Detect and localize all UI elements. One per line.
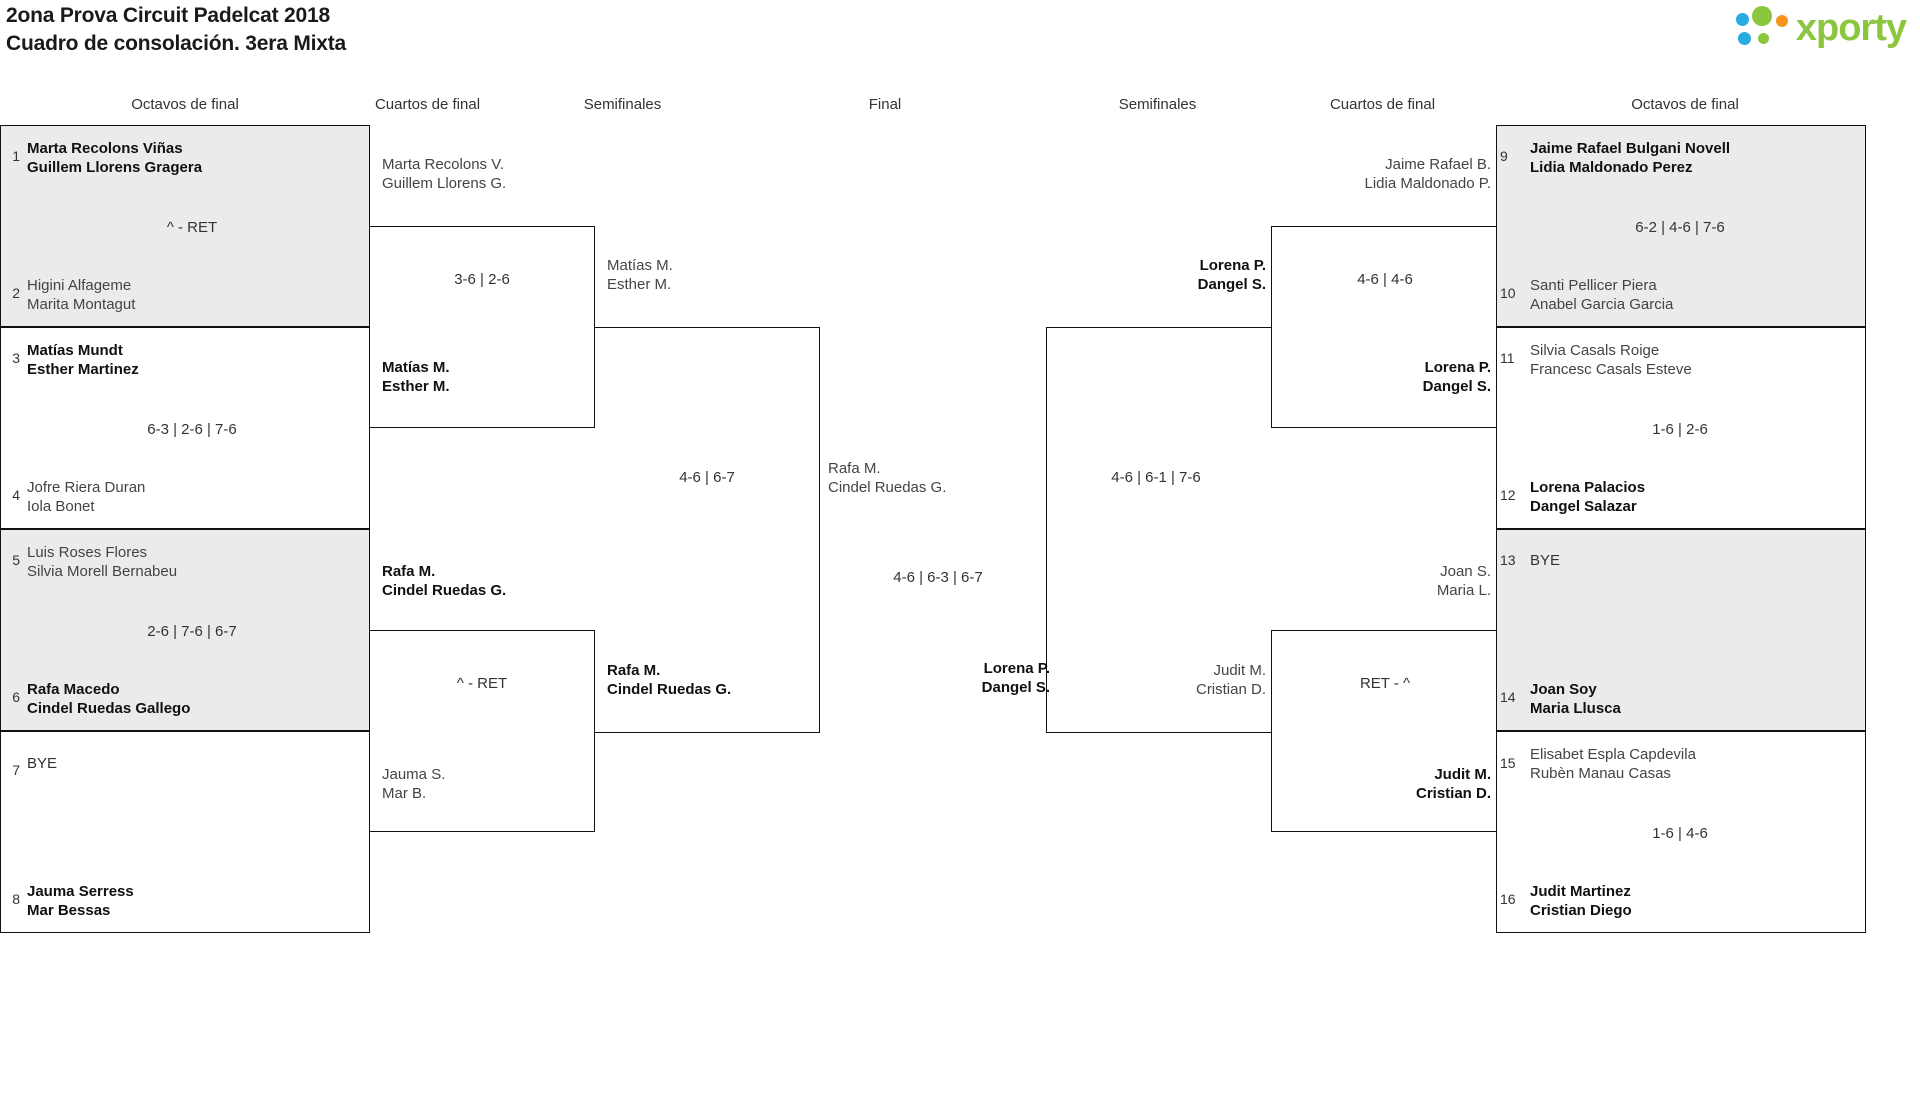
- team-player-1: Lorena P.: [983, 660, 1050, 677]
- team-player-2: Marita Montagut: [27, 296, 136, 313]
- round-header-right-semifinales: Semifinales: [1118, 96, 1197, 113]
- team-player-1: Santi Pellicer Piera: [1530, 277, 1657, 294]
- round-header-left-semifinales: Semifinales: [583, 96, 662, 113]
- team-left-r3-2: [607, 661, 731, 699]
- seed-10: 10: [1500, 285, 1516, 301]
- team-player-2: Iola Bonet: [27, 498, 95, 515]
- team-player-2: Lidia Maldonado Perez: [1530, 159, 1693, 176]
- team-right-3: [1530, 341, 1692, 379]
- team-left-2: [27, 276, 135, 314]
- score-left-r1-m2: 6-3 | 2-6 | 7-6: [147, 421, 237, 438]
- team-right-r3-2: [1051, 661, 1266, 699]
- team-left-6: [27, 680, 190, 718]
- team-right-5-bye: BYE: [1530, 552, 1561, 569]
- team-player-2: Anabel Garcia Garcia: [1530, 296, 1674, 313]
- score-right-r2-m2: RET - ^: [1359, 675, 1411, 692]
- team-right-r2-3: [1276, 562, 1491, 600]
- seed-9: 9: [1500, 148, 1508, 164]
- score-right-r2-m1: 4-6 | 4-6: [1357, 271, 1413, 288]
- team-player-2: Cindel Ruedas G.: [828, 479, 947, 496]
- score-right-r3-m1: 4-6 | 6-1 | 7-6: [1111, 469, 1201, 486]
- team-player-2: Mar Bessas: [27, 902, 111, 919]
- team-player-1: Matías M.: [382, 359, 450, 376]
- team-player-1: Luis Roses Flores: [27, 544, 148, 561]
- seed-5: 5: [12, 552, 20, 568]
- team-left-r2-3: [382, 562, 506, 600]
- seed-6: 6: [12, 689, 20, 705]
- seed-1: 1: [12, 148, 20, 164]
- seed-14: 14: [1500, 689, 1516, 705]
- team-right-r2-1: [1276, 155, 1491, 193]
- team-player-2: Cristian D.: [1415, 785, 1491, 802]
- team-player-1: Marta Recolons Viñas: [27, 140, 183, 157]
- team-left-3: [27, 341, 139, 379]
- score-left-r1-m1: ^ - RET: [166, 219, 218, 236]
- score-right-r1-m2: 1-6 | 2-6: [1652, 421, 1708, 438]
- page-title: [6, 2, 346, 58]
- team-final-left: [828, 459, 946, 497]
- team-right-7: [1530, 745, 1696, 783]
- seed-16: 16: [1500, 891, 1516, 907]
- seed-4: 4: [12, 487, 20, 503]
- score-left-r2-m1: 3-6 | 2-6: [454, 271, 510, 288]
- team-player-2: Mar B.: [382, 785, 427, 802]
- seed-12: 12: [1500, 487, 1516, 503]
- round-header-final: Final: [868, 96, 902, 113]
- team-player-1: Judit M.: [1213, 662, 1266, 679]
- team-left-r2-4: [382, 765, 445, 803]
- team-player-2: Maria L.: [1436, 582, 1491, 599]
- logo-text: xporty: [1795, 7, 1906, 49]
- seed-2: 2: [12, 285, 20, 301]
- team-player-2: Cindel Ruedas G.: [382, 582, 507, 599]
- team-player-1: Higini Alfageme: [27, 277, 132, 294]
- team-player-2: Francesc Casals Esteve: [1530, 361, 1692, 378]
- team-right-1: [1530, 139, 1730, 177]
- team-right-r2-2: [1276, 358, 1491, 396]
- team-player-2: Dangel Salazar: [1530, 498, 1637, 515]
- team-player-2: Lidia Maldonado P.: [1364, 175, 1491, 192]
- team-player-2: Rubèn Manau Casas: [1530, 765, 1671, 782]
- team-player-1: Elisabet Espla Capdevila: [1530, 746, 1696, 763]
- team-player-2: Esther M.: [607, 276, 672, 293]
- team-player-1: Judit M.: [1434, 766, 1491, 783]
- team-left-1: [27, 139, 202, 177]
- team-left-r3-1: [607, 256, 673, 294]
- team-player-2: Silvia Morell Bernabeu: [27, 563, 178, 580]
- team-player-1: Lorena Palacios: [1530, 479, 1646, 496]
- score-right-r1-m1: 6-2 | 4-6 | 7-6: [1635, 219, 1725, 236]
- match-box-right-r2-1[interactable]: [1271, 226, 1496, 428]
- team-player-1: Marta Recolons V.: [382, 156, 505, 173]
- team-player-1: Rafa M.: [607, 662, 661, 679]
- score-left-r1-m3: 2-6 | 7-6 | 6-7: [147, 623, 237, 640]
- seed-7: 7: [12, 762, 20, 778]
- team-player-1: Jauma S.: [382, 766, 446, 783]
- team-player-1: Matías Mundt: [27, 342, 123, 359]
- match-box-left-r2-1[interactable]: [370, 226, 595, 428]
- team-player-2: Cindel Ruedas G.: [607, 681, 732, 698]
- team-right-2: [1530, 276, 1673, 314]
- team-player-1: Joan S.: [1440, 563, 1491, 580]
- team-right-r3-1: [1051, 256, 1266, 294]
- team-left-4: [27, 478, 145, 516]
- seed-3: 3: [12, 350, 20, 366]
- title-line-2: Cuadro de consolación. 3era Mixta: [6, 32, 346, 55]
- seed-11: 11: [1500, 350, 1515, 366]
- team-player-1: Jaime Rafael B.: [1385, 156, 1491, 173]
- score-final: 4-6 | 6-3 | 6-7: [893, 569, 983, 586]
- team-player-2: Maria Llusca: [1530, 700, 1621, 717]
- team-player-1: Jofre Riera Duran: [27, 479, 146, 496]
- team-right-r2-4: [1276, 765, 1491, 803]
- team-player-2: Esther M.: [382, 378, 450, 395]
- team-player-2: Cristian Diego: [1530, 902, 1632, 919]
- team-player-2: Guillem Llorens G.: [382, 175, 507, 192]
- round-header-left-cuartos: Cuartos de final: [374, 96, 481, 113]
- team-right-4: [1530, 478, 1645, 516]
- team-right-6: [1530, 680, 1621, 718]
- team-left-7-bye: BYE: [27, 755, 58, 772]
- team-player-2: Dangel S.: [981, 679, 1050, 696]
- team-left-5: [27, 543, 177, 581]
- team-player-1: Lorena P.: [1424, 359, 1491, 376]
- team-player-2: Dangel S.: [1197, 276, 1266, 293]
- team-player-1: Rafa Macedo: [27, 681, 120, 698]
- team-left-r2-2: [382, 358, 450, 396]
- team-player-2: Esther Martinez: [27, 361, 139, 378]
- team-left-8: [27, 882, 134, 920]
- title-line-1: 2ona Prova Circuit Padelcat 2018: [6, 4, 330, 27]
- logo-dots-icon: [1736, 6, 1788, 50]
- team-player-1: Lorena P.: [1199, 257, 1266, 274]
- seed-13: 13: [1500, 552, 1516, 568]
- team-player-2: Cristian D.: [1195, 681, 1266, 698]
- score-left-r3-m1: 4-6 | 6-7: [679, 469, 735, 486]
- team-player-2: Cindel Ruedas Gallego: [27, 700, 191, 717]
- team-player-2: Dangel S.: [1422, 378, 1491, 395]
- seed-15: 15: [1500, 755, 1516, 771]
- score-left-r2-m2: ^ - RET: [456, 675, 508, 692]
- xporty-logo: [1736, 6, 1906, 50]
- team-right-8: [1530, 882, 1632, 920]
- team-player-1: Matías M.: [607, 257, 673, 274]
- seed-8: 8: [12, 891, 20, 907]
- team-player-1: Joan Soy: [1530, 681, 1597, 698]
- team-player-1: Judit Martinez: [1530, 883, 1631, 900]
- score-right-r1-m4: 1-6 | 4-6: [1652, 825, 1708, 842]
- team-player-1: Rafa M.: [828, 460, 881, 477]
- team-player-1: Jaime Rafael Bulgani Novell: [1530, 140, 1731, 157]
- team-player-2: Guillem Llorens Gragera: [27, 159, 203, 176]
- team-player-1: Silvia Casals Roige: [1530, 342, 1660, 359]
- team-final-right: [830, 659, 1050, 697]
- team-player-1: Jauma Serress: [27, 883, 134, 900]
- team-player-1: Rafa M.: [382, 563, 436, 580]
- round-header-right-octavos: Octavos de final: [1631, 96, 1739, 113]
- team-left-r2-1: [382, 155, 506, 193]
- round-header-right-cuartos: Cuartos de final: [1329, 96, 1436, 113]
- round-header-left-octavos: Octavos de final: [131, 96, 239, 113]
